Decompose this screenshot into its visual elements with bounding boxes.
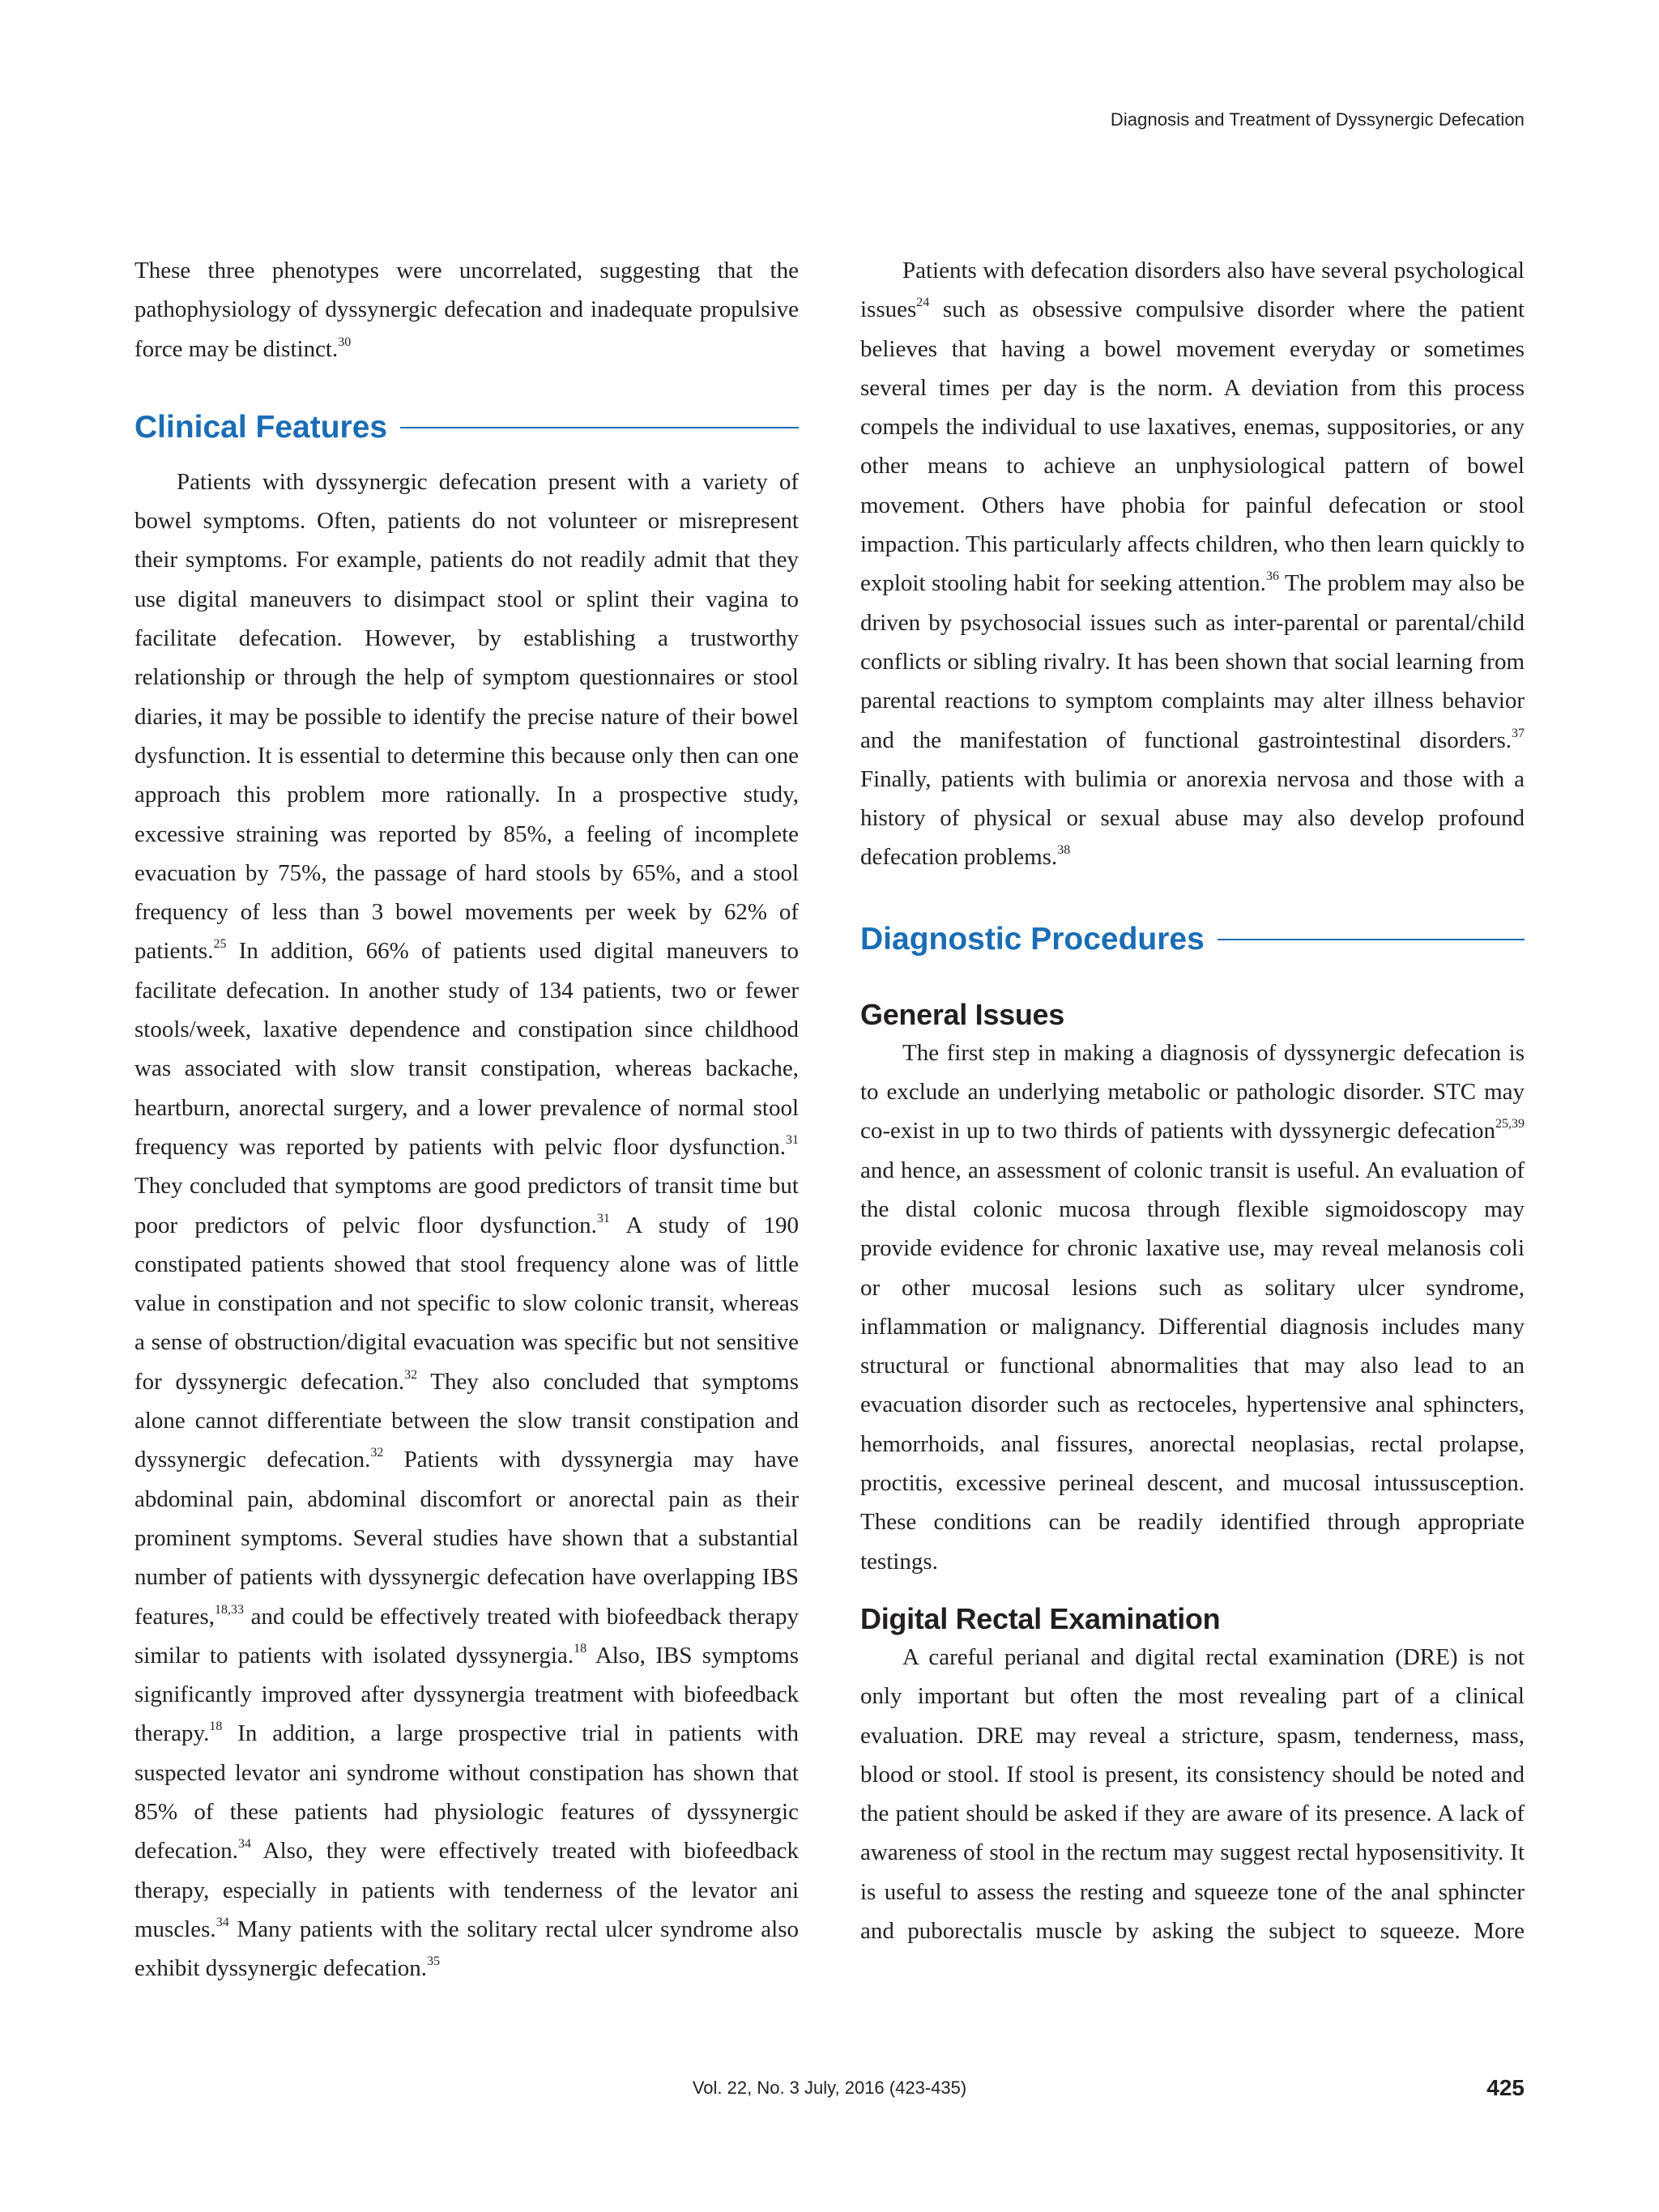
heading-rule xyxy=(400,427,799,428)
intro-paragraph: These three phenotypes were uncorrelated, suggesting that the pathophysiology of dyssynergic defecation and inadequate propulsive force may be distinct.$^{30}$ xyxy=(134,258,799,362)
right-column xyxy=(860,251,1525,1950)
subheading-digital-rectal-examination: Digital Rectal Examination xyxy=(860,1601,1221,1635)
section-heading-diagnostic-procedures: Diagnostic Procedures xyxy=(860,922,1525,957)
psychological-issues-paragraph: Patients with defecation disorders also have several psychological issues$^{24}$ such as obsessive compulsive disorder where the patient believes that having a bowel movement everyday or sometimes several times per day is the norm. A deviation from this process compels the individual to use laxatives, enemas, suppositories, or any other means to achieve an unphysiological pattern of bowel movement. Others have phobia for painful defecation or stool impaction. This particularly affects children, who then learn quickly to exploit stooling habit for seeking attention.$^{36}$ The problem may also be driven by psychosocial issues such as inter-parental or parental/child conflicts or sibling rivalry. It has been shown that social learning from parental reactions to symptom complaints may alter illness behavior and the manifestation of functional gastrointestinal disorders.$^{37}$ Finally, patients with bulimia or anorexia nervosa and those with a history of physical or sexual abuse may also develop profound defecation problems.$^{38}$ xyxy=(860,258,1525,871)
clinical-features-paragraph: Patients with dyssynergic defecation present with a variety of bowel symptoms. Often, patients do not volunteer or misrepresent their symptoms. For example, patients do not readily admit that they use digital maneuvers to disimpact stool or splint their vagina to facilitate defecation. However, by establishing a trustworthy relationship or through the help of symptom questionnaires or stool diaries, it may be possible to identify the precise nature of their bowel dysfunction. It is essential to determine this because only then can one approach this problem more rationally. In a prospective study, excessive straining was reported by 85%, a feeling of incomplete evacuation by 75%, the passage of hard stools by 65%, and a stool frequency of less than 3 bowel movements per week by 62% of patients.$^{25}$ In addition, 66% of patients used digital maneuvers to facilitate defecation. In another study of 134 patients, two or fewer stools/week, laxative dependence and constipation since childhood was associated with slow transit constipation, whereas backache, heartburn, anorectal surgery, and a lower prevalence of normal stool frequency was reported by patients with pelvic floor dysfunction.$^{31}$ They concluded that symptoms are good predictors of transit time but poor predictors of pelvic floor dysfunction.$^{31}$ A study of 190 constipated patients showed that stool frequency alone was of little value in constipation and not specific to slow colonic transit, whereas a sense of obstruction/digital evacuation was specific but not sensitive for dyssynergic defecation.$^{32}$ They also concluded that symptoms alone cannot differentiate between the slow transit constipation and dyssynergic defecation.$^{32}$ Patients with dyssynergia may have abdominal pain, abdominal discomfort or anorectal pain as their prominent symptoms. Several studies have shown that a substantial number of patients with dyssynergic defecation have overlapping IBS features,$^{18,33}$ and could be effectively treated with biofeedback therapy similar to patients with isolated dyssynergia.$^{18}$ Also, IBS symptoms significantly improved after dyssynergia treatment with biofeedback therapy.$^{18}$ In addition, a large prospective trial in patients with suspected levator ani syndrome without constipation has shown that 85% of these patients had physiologic features of dyssynergic defecation.$^{34}$ Also, they were effectively treated with biofeedback therapy, especially in patients with tenderness of the levator ani muscles.$^{34}$ Many patients with the solitary rectal ulcer syndrome also exhibit dyssynergic defecation.$^{35}$ xyxy=(134,468,800,1982)
left-column xyxy=(134,251,799,1988)
heading-rule xyxy=(1218,939,1525,940)
section-heading-clinical-features: Clinical Features xyxy=(134,410,799,445)
running-head: Diagnosis and Treatment of Dyssynergic Defecation xyxy=(1110,109,1525,130)
footer-volume-info: Vol. 22, No. 3 July, 2016 (423-435) xyxy=(692,2078,967,2098)
general-issues-paragraph: The first step in making a diagnosis of dyssynergic defecation is to exclude an underlying metabolic or pathologic disorder. STC may co-exist in up to two thirds of patients with dyssynergic defecation$^{25,39}$ and hence, an assessment of colonic transit is useful. An evaluation of the distal colonic mucosa through flexible sigmoidoscopy may provide evidence for chronic laxative use, may reveal melanosis coli or other mucosal lesions such as solitary ulcer syndrome, inflammation or malignancy. Differential diagnosis includes many structural or functional abnormalities that may also lead to an evacuation disorder such as rectoceles, hypertensive anal sphincters, hemorrhoids, anal fissures, anorectal neoplasias, rectal prolapse, proctitis, excessive perineal descent, and mucosal intussusception. These conditions can be readily identified through appropriate testings. xyxy=(860,1039,1525,1575)
subheading-general-issues: General Issues xyxy=(860,997,1064,1031)
dre-paragraph: A careful perianal and digital rectal examination (DRE) is not only important but often the most revealing part of a clinical evaluation. DRE may reveal a stricture, spasm, tenderness, mass, blood or stool. If stool is present, its consistency should be noted and the patient should be asked if they are aware of its presence. A lack of awareness of stool in the rectum may suggest rectal hyposensitivity. It is useful to assess the resting and squeeze tone of the anal sphincter and puborectalis muscle by asking the subject to squeeze. More xyxy=(860,1643,1525,1944)
page-number: 425 xyxy=(1486,2075,1525,2100)
